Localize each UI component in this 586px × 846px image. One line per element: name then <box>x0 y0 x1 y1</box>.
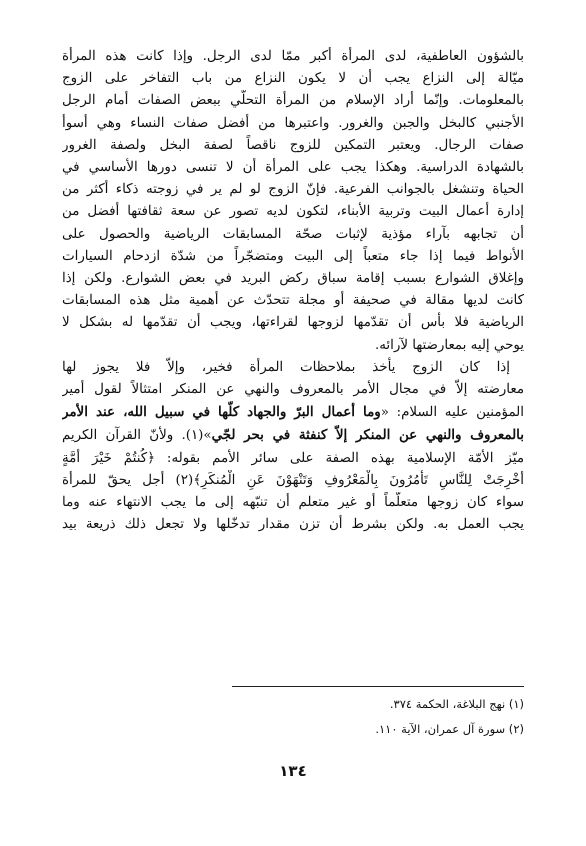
text-line: إدارة أعمال البيت وتربية الأبناء، لتكون لديه تصور عن سعة ثقافتها أفضل من <box>62 204 524 220</box>
text-line: بالمعلومات. وإنّما أراد الإسلام من المرأة التحلّي ببعض الصفات أمام الرجل <box>62 93 524 109</box>
text-line: إذا كان الزوج يأخذ بملاحظات المرأة فخير، وإلاّ فلا يجوز لها <box>62 359 510 375</box>
text-line <box>62 401 524 424</box>
text-line: أُخْرِجَتْ لِلنَّاسِ تَأْمُرُونَ بِالْمَعْرُوفِ وَتَنْهَوْنَ عَنِ الْمُنكَرِ﴾(٢) أجل يحقّ للمرأة <box>62 472 524 488</box>
hadith-quote: وما أعمال البرّ والجهاد كلّها في سبيل الله، عند الأمر <box>62 404 381 421</box>
text-line: أن تجابهه بآراء مؤذية لإثبات صحّة المسابقات الرياضية والحصول على <box>62 226 524 242</box>
text-line: يوحي إليه بمعارضتها لآرائه. <box>375 337 524 353</box>
footnote-1: (١) نهج البلاغة، الحكمة ٣٧٤. <box>389 697 524 711</box>
text-run: المؤمنين عليه السلام: « <box>380 405 524 421</box>
text-line: بالشهادة الدراسية. وهكذا يجب على المرأة أن لا تنسى دورها الأساسي في <box>62 160 524 176</box>
text-line: سواء كان زوجها متعلّماً أو غير متعلم أن تنبّهه إلى ما يجب الانتهاء عنه وما <box>62 495 524 511</box>
text-line: صفات الرجال. ويعتبر التمكين للزوج ناقصاً لصفة البخل ولصفة الغرور <box>62 137 524 153</box>
hadith-quote: بالمعروف والنهي عن المنكر إلاّ كنفثة في بحر لجّي <box>211 427 524 444</box>
page <box>62 46 524 826</box>
text-line: الأجنبي كالبخل والجبن والغرور. واعتبرها من أفضل صفات النساء وهي أسوأ <box>62 115 524 131</box>
text-line: بالشؤون العاطفية، لدى المرأة أكبر ممّا لدى الرجل. وإذا كانت هذه المرأة <box>62 49 524 64</box>
text-line: يجب العمل به. ولكن بشرط أن تزن مقدار تدخّلها ولا تجعل ذلك ذريعة بيد <box>62 517 524 533</box>
footnote-2: (٢) سورة آل عمران، الآية ١١٠. <box>375 722 524 736</box>
text-line: ميّالة إلى النزاع يجب أن لا يكون النزاع من باب التفاخر على الزوج <box>62 71 524 87</box>
page-number: ١٣٤ <box>279 762 307 780</box>
text-line: الرياضية فلا بأس أن تقدّمها لزوجها لقراءتها، ويجب أن تقدّمها له بشكل لا <box>62 315 524 331</box>
paragraph-2 <box>62 357 524 537</box>
paragraph-1 <box>62 46 524 357</box>
text-line: وإغلاق الشوارع بسبب إقامة سباق ركض البريد في بعض الشوارع. ولكن إذا <box>62 271 524 287</box>
footnote-divider <box>232 686 524 687</box>
text-line: كانت لديها مقالة في صحيفة أو مجلة تتحدّث عن أهمية مثل هذه المسابقات <box>62 293 524 309</box>
text-line: ميّز الأمّة الإسلامية بهذه الصفة على سائر الأمم بقوله: ﴿كُنتُمْ خَيْرَ أُمَّةٍ <box>62 450 524 466</box>
text-run: »(١). ولأنّ القرآن الكريم <box>62 428 212 444</box>
text-line <box>62 424 524 447</box>
text-line: الأنواط فيما إذا جاء متعباً إلى البيت ومتضجّراً من شدّة ازدحام السيارات <box>62 248 524 264</box>
text-line: الحياة وتنشغل بالجوانب الفرعية. فإنّ الزوج لو لم ير في زوجته ذكاء أكثر من <box>62 182 524 198</box>
text-line: معارضته إلاّ في مجال الأمر بالمعروف والنهي عن المنكر امتثالاً لقول أمير <box>62 382 524 398</box>
